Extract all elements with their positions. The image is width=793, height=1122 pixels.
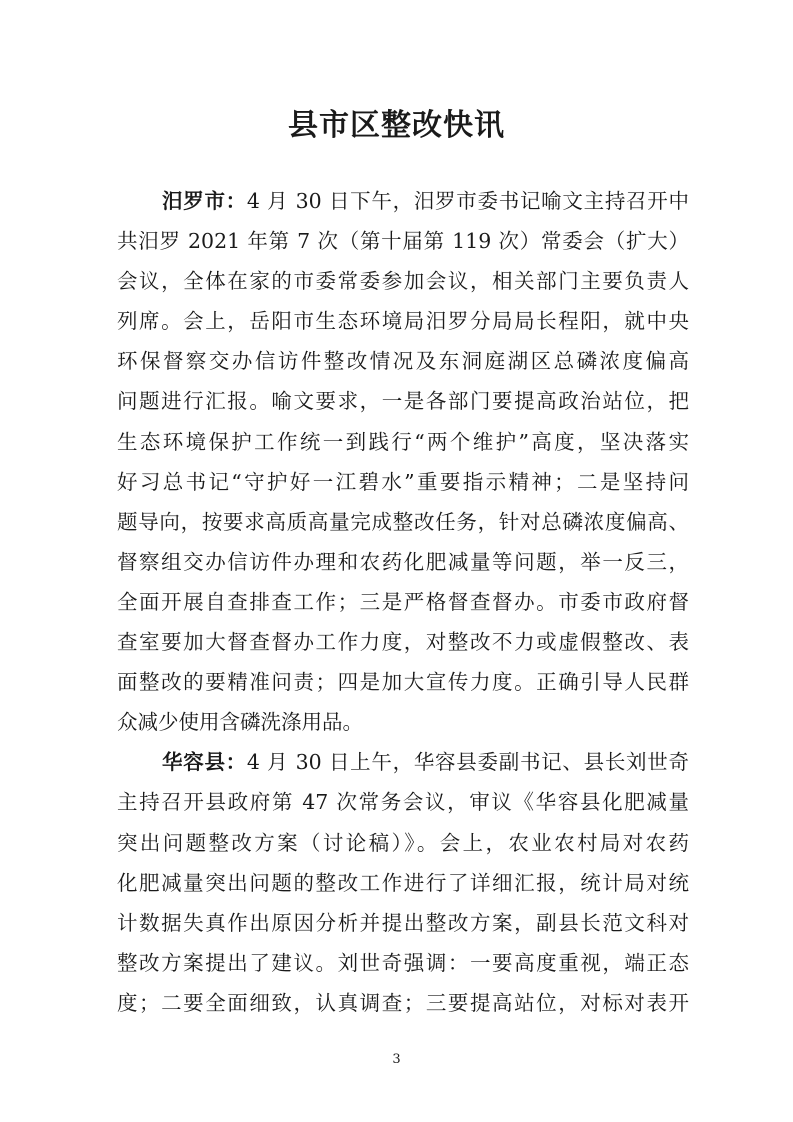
paragraph-line: 化肥减量突出问题的整改工作进行了详细汇报，统计局对统	[117, 870, 689, 895]
paragraph-line: 主持召开县政府第 47 次常务会议，审议《华容县化肥减量	[117, 790, 689, 815]
paragraph-lead-county: 汨罗市：	[162, 189, 247, 213]
paragraph-line: 众减少使用含磷洗涤用品。	[117, 710, 363, 735]
line-text: 4 月 30 日上午，华容县委副书记、县长刘世奇	[246, 750, 689, 775]
page-number: 3	[392, 1052, 401, 1067]
paragraph-line: 度；二要全面细致，认真调查；三要提高站位，对标对表开	[117, 990, 689, 1015]
paragraph-line: 整改方案提出了建议。刘世奇强调：一要高度重视，端正态	[117, 950, 689, 975]
paragraph-line	[117, 742, 689, 782]
paragraph-line: 生态环境保护工作统一到践行“两个维护”高度，坚决落实	[117, 429, 689, 454]
paragraph-line: 题导向，按要求高质高量完成整改任务，针对总磷浓度偏高、	[117, 509, 689, 534]
paragraph-line: 面整改的要精准问责；四是加大宣传力度。正确引导人民群	[117, 670, 689, 695]
paragraph-line: 督察组交办信访件办理和农药化肥减量等问题，举一反三，	[117, 549, 689, 574]
paragraph-line	[117, 181, 689, 221]
paragraph-line: 环保督察交办信访件整改情况及东洞庭湖区总磷浓度偏高	[117, 349, 689, 374]
paragraph-line: 计数据失真作出原因分析并提出整改方案，副县长范文科对	[117, 910, 689, 935]
paragraph-line: 全面开展自查排查工作；三是严格督查督办。市委市政府督	[117, 589, 689, 614]
paragraph-line: 问题进行汇报。喻文要求，一是各部门要提高政治站位，把	[117, 389, 689, 414]
document-body	[117, 181, 689, 1023]
paragraph-lead-county: 华容县：	[162, 750, 247, 775]
document-title: 县市区整改快讯	[288, 108, 505, 143]
paragraph-line: 列席。会上，岳阳市生态环境局汨罗分局局长程阳，就中央	[117, 309, 689, 334]
paragraph-line: 会议，全体在家的市委常委参加会议，相关部门主要负责人	[117, 269, 689, 294]
line-text: 4 月 30 日下午，汨罗市委书记喻文主持召开中	[246, 189, 689, 213]
paragraph-line: 共汨罗 2021 年第 7 次（第十届第 119 次）常委会（扩大）	[117, 229, 689, 254]
paragraph-line: 好习总书记“守护好一江碧水”重要指示精神；二是坚持问	[117, 469, 689, 494]
paragraph-line: 突出问题整改方案（讨论稿）》。会上，农业农村局对农药	[117, 830, 689, 855]
paragraph-line: 查室要加大督查督办工作力度，对整改不力或虚假整改、表	[117, 630, 689, 655]
